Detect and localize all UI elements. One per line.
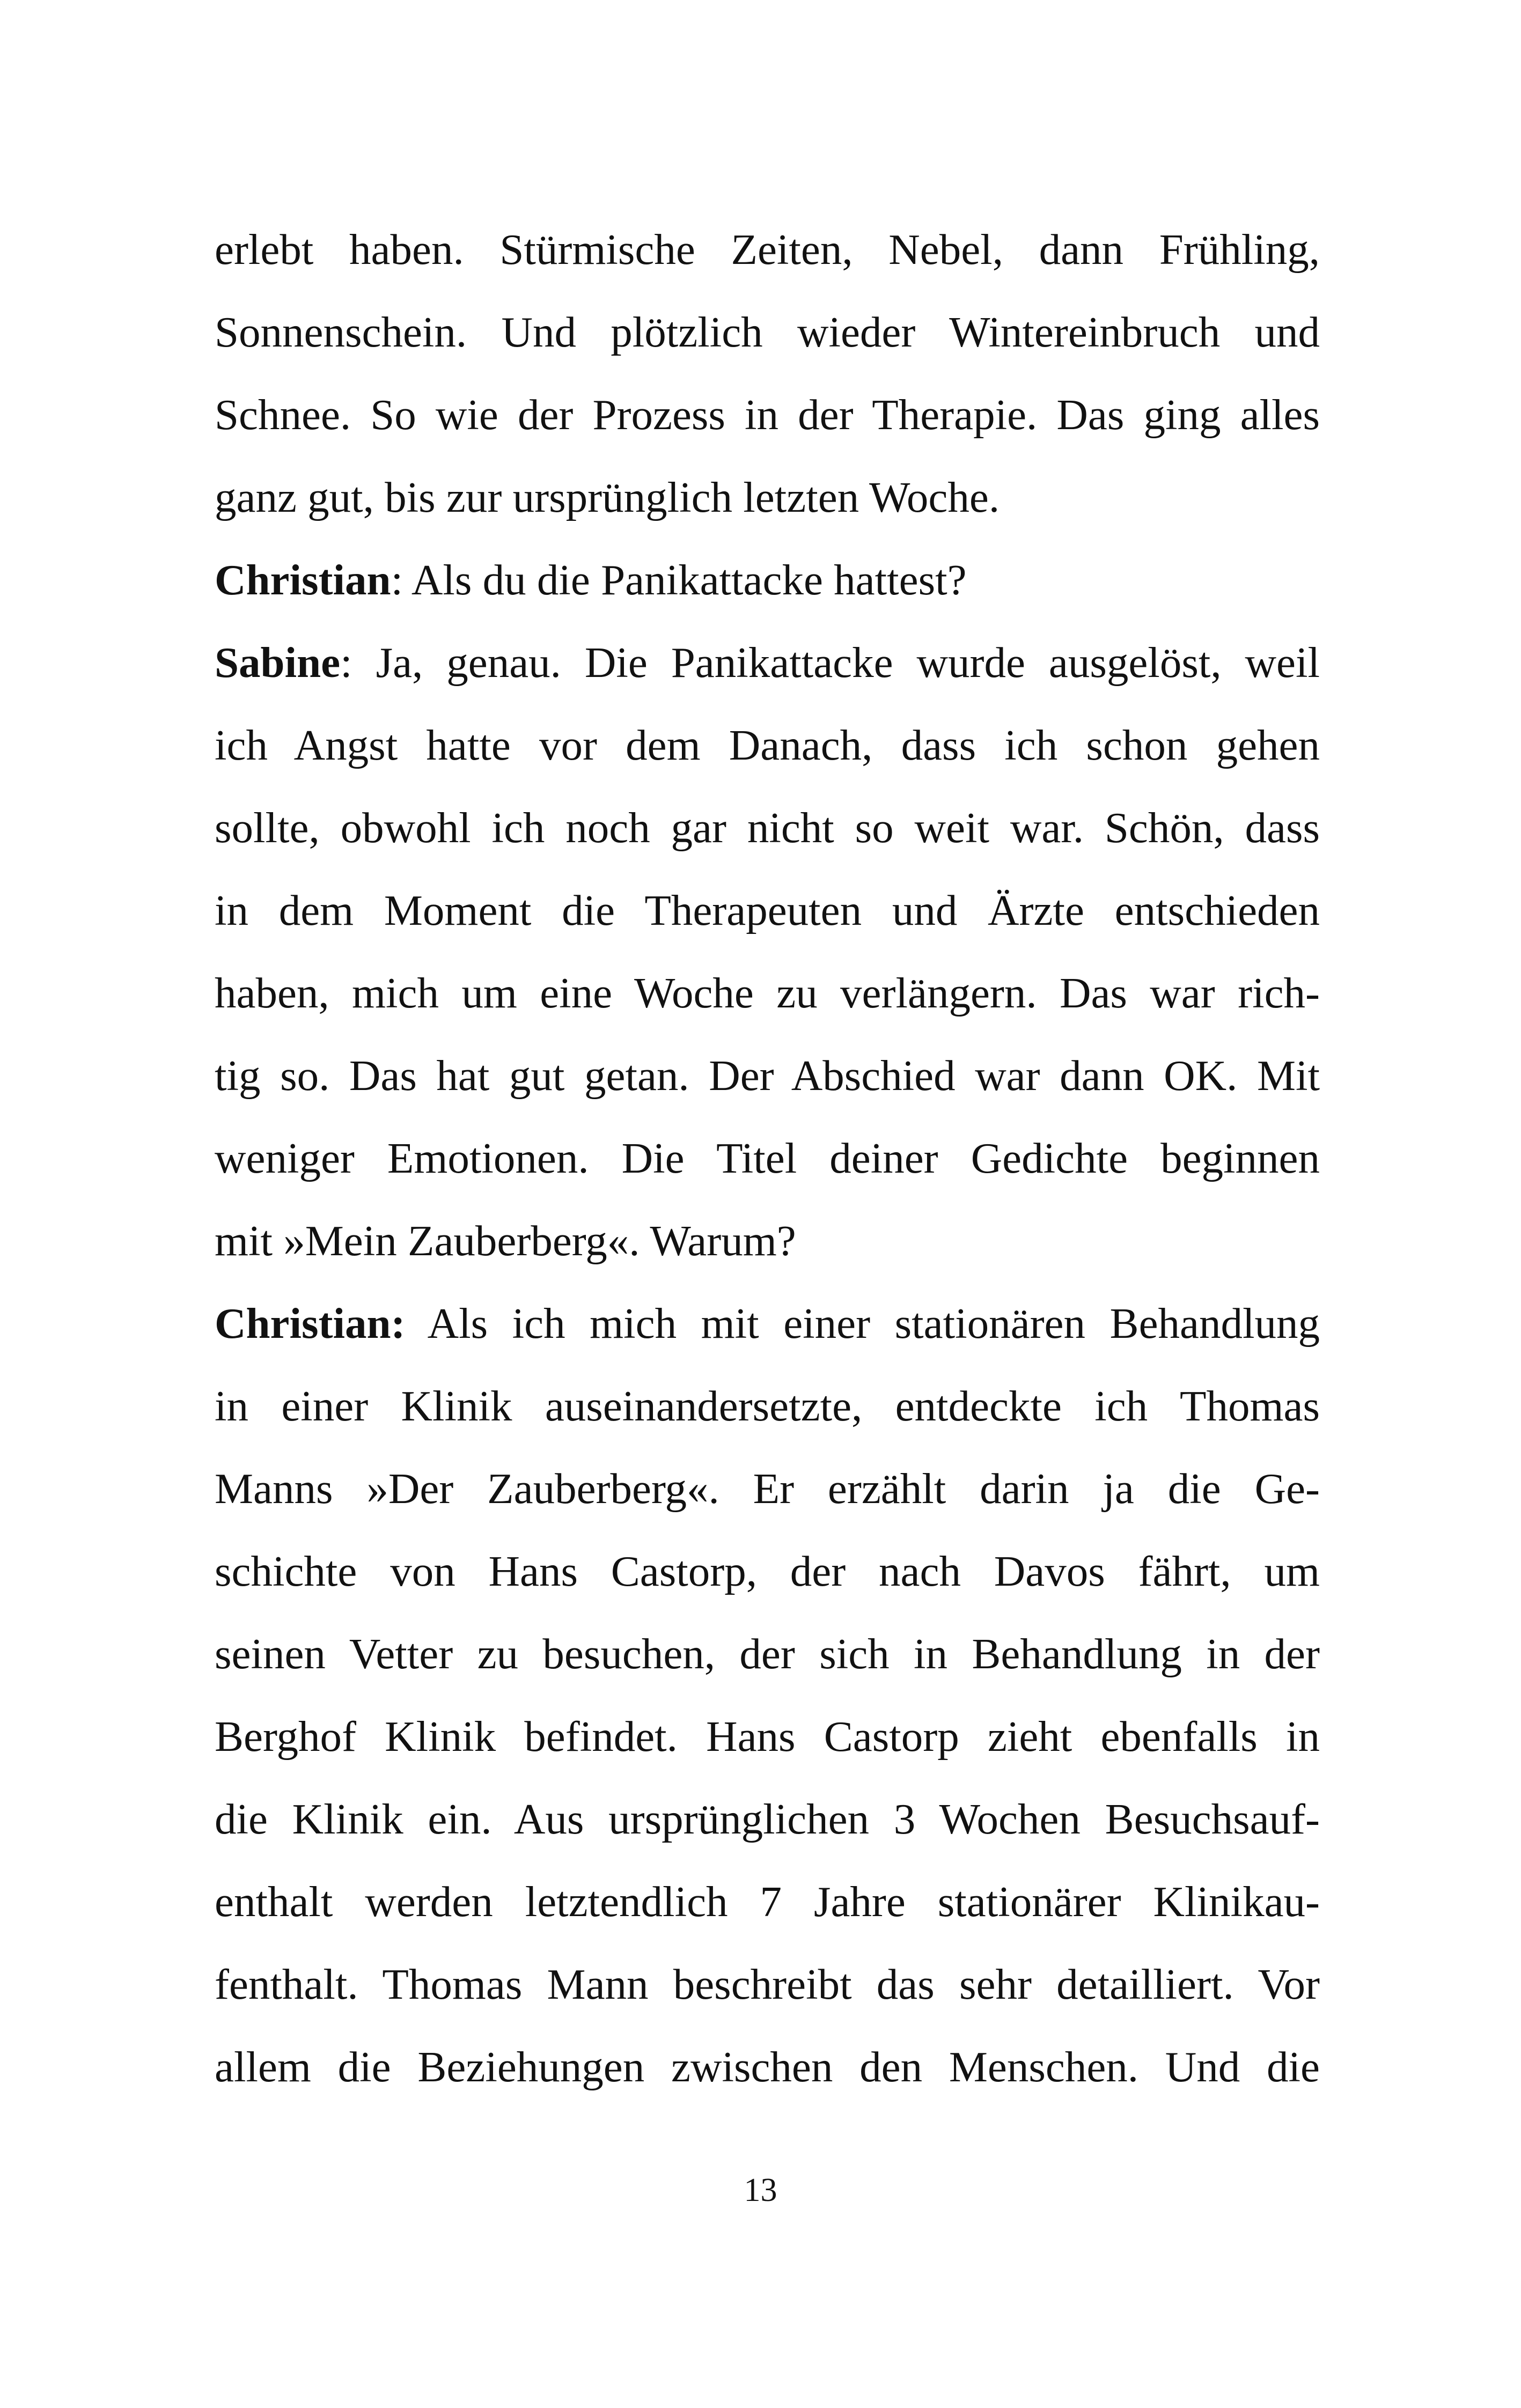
- line-text: Ja, genau. Die Panikattacke wurde ausgelöst, weil: [352, 638, 1320, 687]
- line-text: Als du die Panikattacke hattest?: [403, 556, 967, 604]
- text-line: [215, 539, 1320, 621]
- text-line: erlebt haben. Stürmische Zeiten, Nebel, dann Frühling,: [215, 225, 1320, 274]
- text-line: mit »Mein Zauberberg«. Warum?: [215, 1217, 796, 1265]
- paragraph-continuation: [215, 208, 1320, 539]
- line-text: Als ich mich mit einer stationären Behandlung: [405, 1299, 1320, 1347]
- text-line: tig so. Das hat gut getan. Der Abschied war dann OK. Mit: [215, 1051, 1320, 1100]
- text-line: fenthalt. Thomas Mann beschreibt das sehr detailliert. Vor: [215, 1960, 1320, 2008]
- page-number: 13: [744, 2172, 777, 2208]
- body-text: [215, 208, 1320, 2108]
- text-line: seinen Vetter zu besuchen, der sich in Behandlung in der: [215, 1630, 1320, 1678]
- paragraph-christian-answer: [215, 1282, 1320, 2108]
- text-line: schichte von Hans Castorp, der nach Davos fährt, um: [215, 1547, 1320, 1595]
- text-line: enthalt werden letztendlich 7 Jahre stationärer Klinikau-: [215, 1877, 1320, 1926]
- text-line: Sonnenschein. Und plötzlich wieder Wintereinbruch und: [215, 308, 1320, 356]
- text-line: sollte, obwohl ich noch gar nicht so weit war. Schön, dass: [215, 804, 1320, 852]
- paragraph-sabine-answer: [215, 621, 1320, 1282]
- speaker-separator: :: [340, 638, 352, 687]
- text-line: ganz gut, bis zur ursprünglich letzten Woche.: [215, 473, 1000, 521]
- text-line: ich Angst hatte vor dem Danach, dass ich schon gehen: [215, 721, 1320, 769]
- speaker-separator: :: [391, 556, 403, 604]
- text-line: [215, 621, 1320, 704]
- speaker-name: Christian:: [215, 1299, 406, 1347]
- text-line: Manns »Der Zauberberg«. Er erzählt darin ja die Ge-: [215, 1464, 1320, 1513]
- text-line: in einer Klinik auseinandersetzte, entdeckte ich Thomas: [215, 1382, 1320, 1430]
- text-line: in dem Moment die Therapeuten und Ärzte entschieden: [215, 886, 1320, 934]
- text-line: Schnee. So wie der Prozess in der Therapie. Das ging alles: [215, 391, 1320, 439]
- text-line: haben, mich um eine Woche zu verlängern. Das war rich-: [215, 969, 1320, 1017]
- text-line: die Klinik ein. Aus ursprünglichen 3 Wochen Besuchsauf-: [215, 1795, 1320, 1843]
- text-line: allem die Beziehungen zwischen den Menschen. Und die: [215, 2043, 1320, 2091]
- paragraph-christian-question: [215, 539, 1320, 621]
- text-line: Berghof Klinik befindet. Hans Castorp zieht ebenfalls in: [215, 1712, 1320, 1761]
- speaker-name: Christian: [215, 556, 391, 604]
- text-line: weniger Emotionen. Die Titel deiner Gedichte beginnen: [215, 1134, 1320, 1182]
- speaker-name: Sabine: [215, 638, 341, 687]
- text-line: [215, 1282, 1320, 1365]
